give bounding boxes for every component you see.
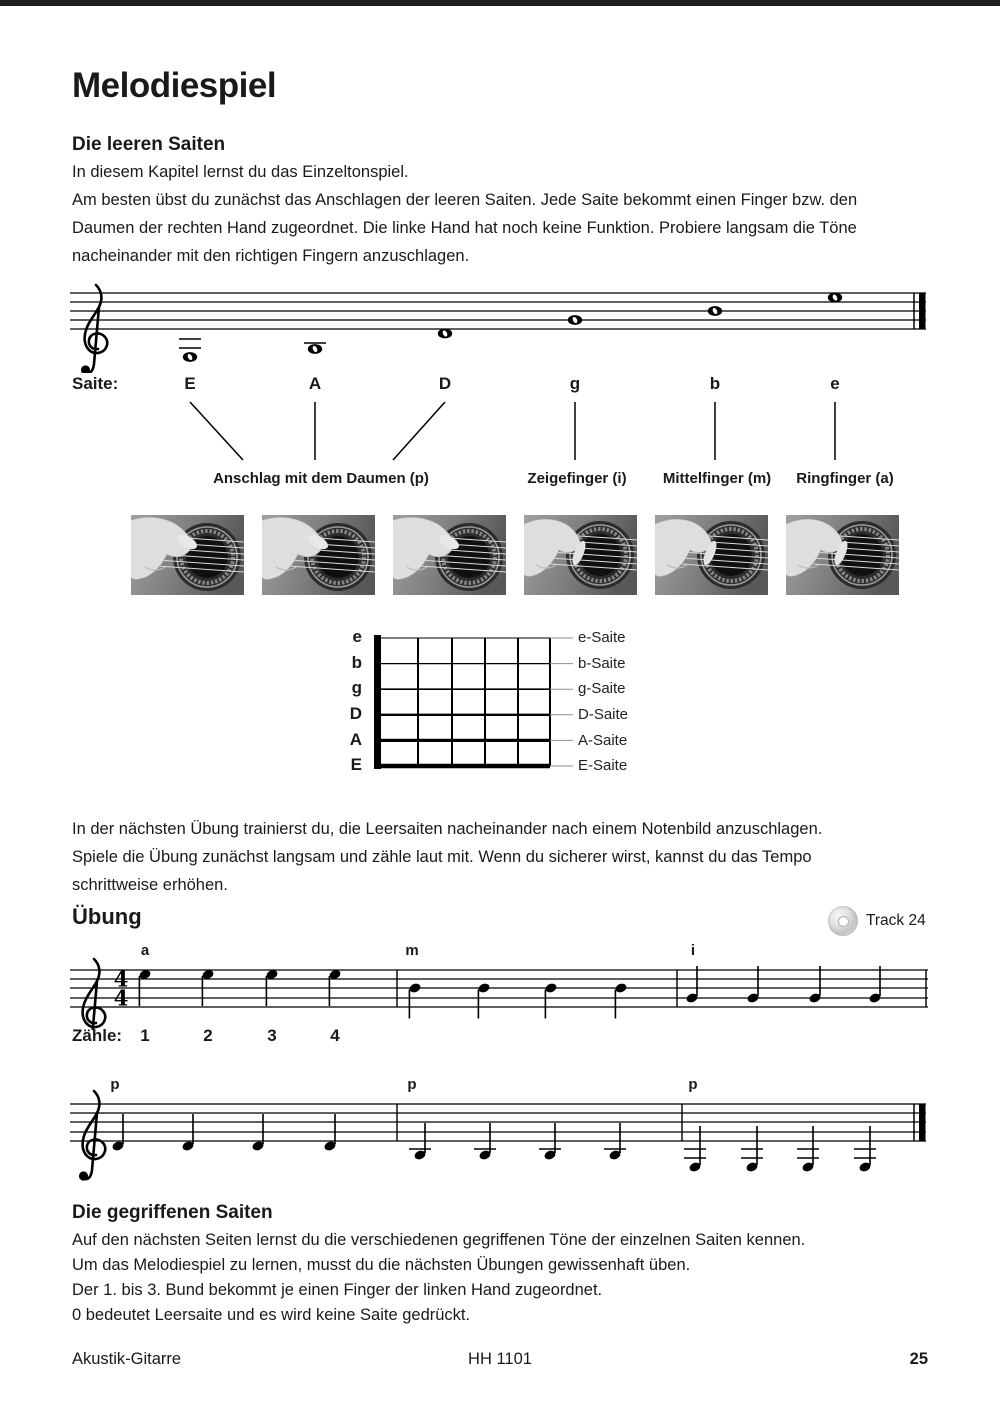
uebung-heading: Übung bbox=[72, 904, 142, 929]
zaehle-label: Zähle: bbox=[72, 1026, 123, 1045]
whole-note-E bbox=[183, 352, 197, 362]
saite-label: Saite: bbox=[72, 374, 119, 393]
photo-thumb-stroke-2 bbox=[262, 515, 375, 595]
section-heading-open-strings: Die leeren Saiten bbox=[72, 134, 226, 155]
photo-finger-stroke-2 bbox=[655, 515, 768, 595]
whole-note-g bbox=[568, 315, 582, 325]
footer-left: Akustik-Gitarre bbox=[72, 1350, 182, 1368]
exercise-intro-paragraph: In der nächsten Übung trainierst du, die Leersaiten nacheinander nach einem Notenbild anzuschlagen. Spiele die Übung zunächst langsam und zähle laut mit. Wenn du sicherer wirst, kannst du das Tempo schrittweise erhöhen. bbox=[72, 820, 823, 894]
open-strings-staff bbox=[65, 278, 940, 373]
count-4: 4 bbox=[330, 1026, 340, 1045]
finger-label-ring: Ringfinger (a) bbox=[796, 470, 894, 487]
fretboard-label-b: b bbox=[351, 653, 362, 672]
stroke-mark-p3: p bbox=[688, 1076, 698, 1093]
fretboard-right-label-E: E-Saite bbox=[578, 757, 628, 774]
string-label-g: g bbox=[569, 374, 581, 393]
fretboard-label-A: A bbox=[349, 730, 362, 749]
fretboard-label-g: g bbox=[351, 678, 362, 697]
stroke-mark-p1: p bbox=[110, 1076, 120, 1093]
finger-label-index: Zeigefinger (i) bbox=[527, 470, 627, 487]
count-2: 2 bbox=[203, 1026, 213, 1045]
measure3-notes bbox=[684, 1126, 876, 1173]
fretboard-nut bbox=[374, 635, 381, 769]
string-label-b: b bbox=[709, 374, 721, 393]
photo-finger-stroke-1 bbox=[524, 515, 637, 595]
section-heading-fretted-strings: Die gegriffenen Saiten bbox=[72, 1202, 273, 1223]
stroke-mark-i: i bbox=[690, 942, 696, 959]
fretboard-right-label-e: e-Saite bbox=[578, 629, 626, 646]
finger-assignment-lines bbox=[65, 398, 940, 466]
photo-thumb-stroke-1 bbox=[131, 515, 244, 595]
track-label: Track 24 bbox=[866, 912, 926, 929]
time-signature-bottom: 4 bbox=[113, 985, 129, 1011]
whole-note-D bbox=[438, 329, 452, 339]
fretboard-label-e: e bbox=[352, 627, 362, 646]
string-label-E: E bbox=[184, 374, 196, 393]
string-label-A: A bbox=[308, 374, 322, 393]
photo-finger-stroke-3 bbox=[786, 515, 899, 595]
finger-label-thumb: Anschlag mit dem Daumen (p) bbox=[213, 470, 429, 487]
fretted-strings-paragraph: Auf den nächsten Seiten lernst du die verschiedenen gegriffenen Töne der einzelnen Saiten kennen. Um das Melodiespiel zu lernen, musst du die nächsten Übungen gewissenhaft üben. Der 1. bis 3. Bund bekommt je einen Finger der linken Hand zugeordnet. 0 bedeutet Leersaite und es wird keine Saite gedrückt. bbox=[72, 1231, 806, 1324]
cd-icon bbox=[828, 906, 858, 936]
exercise1-staff bbox=[65, 940, 940, 1030]
intro-paragraph: In diesem Kapitel lernst du das Einzeltonspiel. Am besten übst du zunächst das Anschlagen der leeren Saiten. Jede Saite bekommt einen Finger bzw. den Daumen der rechten Hand zugeordnet. Die linke Hand hat noch keine Funktion. Probiere langsam die Töne nacheinander mit den richtigen Fingern anzuschlagen. bbox=[72, 163, 858, 265]
count-3: 3 bbox=[267, 1026, 277, 1045]
stroke-mark-a: a bbox=[140, 942, 150, 959]
string-label-D: D bbox=[438, 374, 452, 393]
finger-label-middle: Mittelfinger (m) bbox=[662, 470, 772, 487]
exercise2-staff bbox=[65, 1080, 940, 1190]
footer-center: HH 1101 bbox=[468, 1350, 532, 1368]
scan-edge-strip bbox=[0, 0, 1000, 6]
fretboard-right-label-g: g-Saite bbox=[578, 680, 626, 697]
measure1-notes bbox=[111, 1114, 336, 1152]
stroke-mark-m: m bbox=[405, 942, 419, 959]
footer-page-number: 25 bbox=[909, 1350, 928, 1368]
whole-note-b bbox=[708, 306, 722, 316]
fretboard-right-label-b: b-Saite bbox=[578, 655, 626, 672]
measure2-notes bbox=[409, 1123, 626, 1161]
measure1-notes bbox=[138, 969, 341, 1006]
fretboard-right-label-D: D-Saite bbox=[578, 706, 629, 723]
fretboard-label-E: E bbox=[350, 755, 362, 774]
stroke-mark-p2: p bbox=[407, 1076, 417, 1093]
fretboard-label-D: D bbox=[349, 704, 362, 723]
fretboard-right-label-A: A-Saite bbox=[578, 732, 628, 749]
whole-note-A bbox=[308, 344, 322, 354]
string-label-e: e bbox=[830, 374, 840, 393]
cd-hole bbox=[838, 916, 849, 927]
whole-note-e bbox=[828, 293, 842, 303]
final-barline-thick bbox=[919, 293, 926, 329]
photo-thumb-stroke-3 bbox=[393, 515, 506, 595]
page-title: Melodiespiel bbox=[72, 66, 277, 105]
time-signature-top: 4 bbox=[113, 966, 129, 992]
count-1: 1 bbox=[140, 1026, 150, 1045]
